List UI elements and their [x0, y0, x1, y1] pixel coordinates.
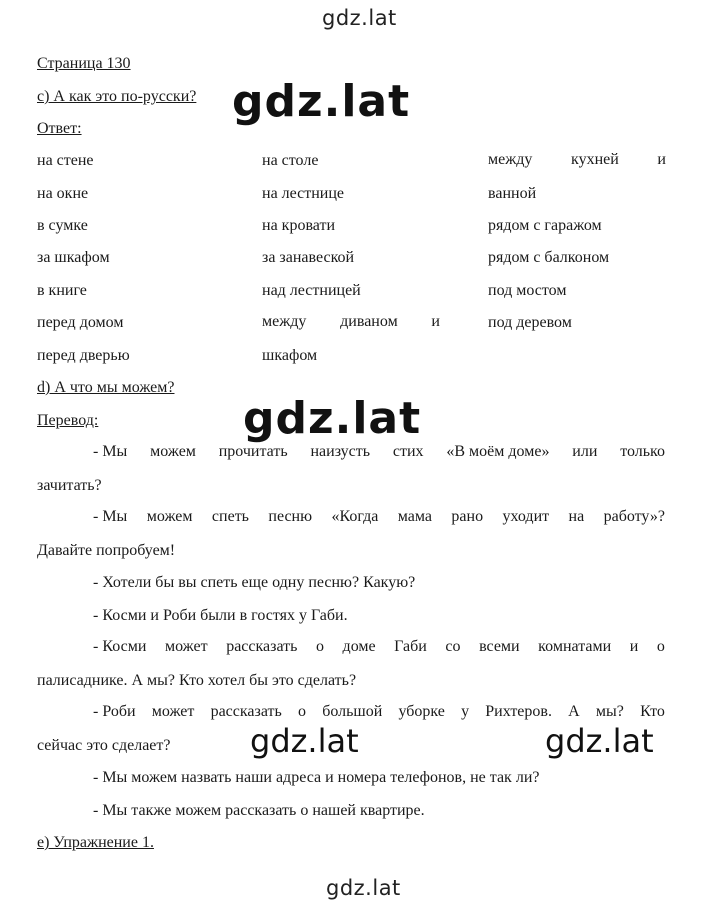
col2-item-4: за занавеской — [262, 249, 355, 266]
p5-word-5: доме — [342, 638, 376, 655]
p5-word-11: о — [656, 638, 665, 655]
col2-split-word-3: и — [431, 313, 440, 330]
p5-word-6: Габи — [394, 638, 427, 655]
p5-word-10: и — [629, 638, 639, 655]
col1-item-6: перед домом — [37, 314, 124, 331]
col3-item-2: рядом с балконом — [488, 249, 610, 266]
paragraph-5-line-2: палисаднике. А мы? Кто хотел бы это сделать? — [37, 672, 357, 689]
watermark-bottom: gdz.lat — [326, 876, 401, 900]
paragraph-1-line-2: зачитать? — [37, 477, 102, 494]
p5-word-3: рассказать — [226, 638, 298, 655]
p6-word-8: Рихтеров. — [485, 703, 552, 720]
p6-word-9: А — [568, 703, 580, 720]
col3-split-word-2: кухней — [571, 151, 619, 168]
paragraph-4: - Косми и Роби были в гостях у Габи. — [93, 607, 348, 624]
col3-split-continuation: ванной — [488, 185, 537, 202]
p5-word-1: - Косми — [93, 638, 147, 655]
p2-word-5: «Когда — [331, 508, 379, 525]
answer-label: Ответ: — [37, 120, 82, 137]
col3-split-word-1: между — [488, 151, 533, 168]
watermark-middle: gdz.lat — [243, 393, 422, 444]
col3-split-line — [488, 151, 666, 169]
p2-word-10: работу»? — [603, 508, 665, 525]
watermark-lower-left: gdz.lat — [250, 722, 359, 760]
watermark-lower-right: gdz.lat — [545, 722, 654, 760]
p1-word-3: прочитать — [218, 443, 288, 460]
p2-word-8: уходит — [502, 508, 550, 525]
paragraph-2-line-2: Давайте попробуем! — [37, 542, 176, 559]
p2-word-4: песню — [268, 508, 313, 525]
col1-item-7: перед дверью — [37, 347, 130, 364]
section-c-heading: c) А как это по-русски? — [37, 88, 197, 105]
p1-word-6: «В моём доме» — [446, 443, 550, 460]
col1-item-1: на стене — [37, 152, 94, 169]
p2-word-7: рано — [451, 508, 484, 525]
p6-word-10: мы? — [595, 703, 624, 720]
p5-word-2: может — [164, 638, 208, 655]
col3-split-word-3: и — [657, 151, 666, 168]
p2-word-6: мама — [397, 508, 433, 525]
p6-word-11: Кто — [640, 703, 665, 720]
paragraph-1-line-1 — [93, 443, 665, 461]
col3-item-1: рядом с гаражом — [488, 217, 602, 234]
p5-word-4: о — [315, 638, 324, 655]
page-label: Страница 130 — [37, 55, 131, 72]
p6-word-2: может — [151, 703, 195, 720]
section-d-heading: d) А что мы можем? — [37, 379, 175, 396]
p1-word-1: - Мы — [93, 443, 128, 460]
p1-word-2: можем — [150, 443, 196, 460]
paragraph-6-line-1 — [93, 703, 665, 721]
paragraph-8: - Мы также можем рассказать о нашей квартире. — [93, 802, 425, 819]
paragraph-5-line-1 — [93, 638, 665, 656]
p1-word-5: стих — [392, 443, 424, 460]
paragraph-7: - Мы можем назвать наши адреса и номера телефонов, не так ли? — [93, 769, 540, 786]
col1-item-5: в книге — [37, 282, 87, 299]
section-e-heading: e) Упражнение 1. — [37, 834, 154, 851]
col1-item-2: на окне — [37, 185, 89, 202]
col2-split-word-1: между — [262, 313, 307, 330]
p6-word-4: о — [298, 703, 306, 720]
watermark-top: gdz.lat — [322, 6, 397, 30]
col2-item-5: над лестницей — [262, 282, 361, 299]
p6-word-7: у — [461, 703, 470, 720]
p6-word-6: уборке — [398, 703, 445, 720]
paragraph-3: - Хотели бы вы спеть еще одну песню? Какую? — [93, 574, 416, 591]
p2-word-1: - Мы — [93, 508, 128, 525]
col1-item-4: за шкафом — [37, 249, 110, 266]
watermark-upper: gdz.lat — [232, 76, 411, 127]
p1-word-7: или — [572, 443, 598, 460]
p5-word-8: всеми — [479, 638, 520, 655]
col2-split-line — [262, 313, 440, 331]
p1-word-8: только — [620, 443, 665, 460]
col3-item-4: под деревом — [488, 314, 572, 331]
col2-item-2: на лестнице — [262, 185, 345, 202]
p2-word-9: на — [568, 508, 585, 525]
p1-word-4: наизусть — [310, 443, 371, 460]
p2-word-2: можем — [146, 508, 193, 525]
p6-word-3: рассказать — [210, 703, 282, 720]
p5-word-9: комнатами — [538, 638, 612, 655]
col1-item-3: в сумке — [37, 217, 88, 234]
translation-label: Перевод: — [37, 412, 99, 429]
paragraph-2-line-1 — [93, 508, 665, 526]
p5-word-7: со — [445, 638, 461, 655]
p6-word-5: большой — [322, 703, 383, 720]
col2-split-word-2: диваном — [340, 313, 398, 330]
p6-word-1: - Роби — [93, 703, 136, 720]
col2-split-continuation: шкафом — [262, 347, 318, 364]
paragraph-6-line-2: сейчас это сделает? — [37, 737, 171, 754]
col2-item-3: на кровати — [262, 217, 336, 234]
col2-item-1: на столе — [262, 152, 319, 169]
col3-item-3: под мостом — [488, 282, 567, 299]
p2-word-3: спеть — [211, 508, 249, 525]
